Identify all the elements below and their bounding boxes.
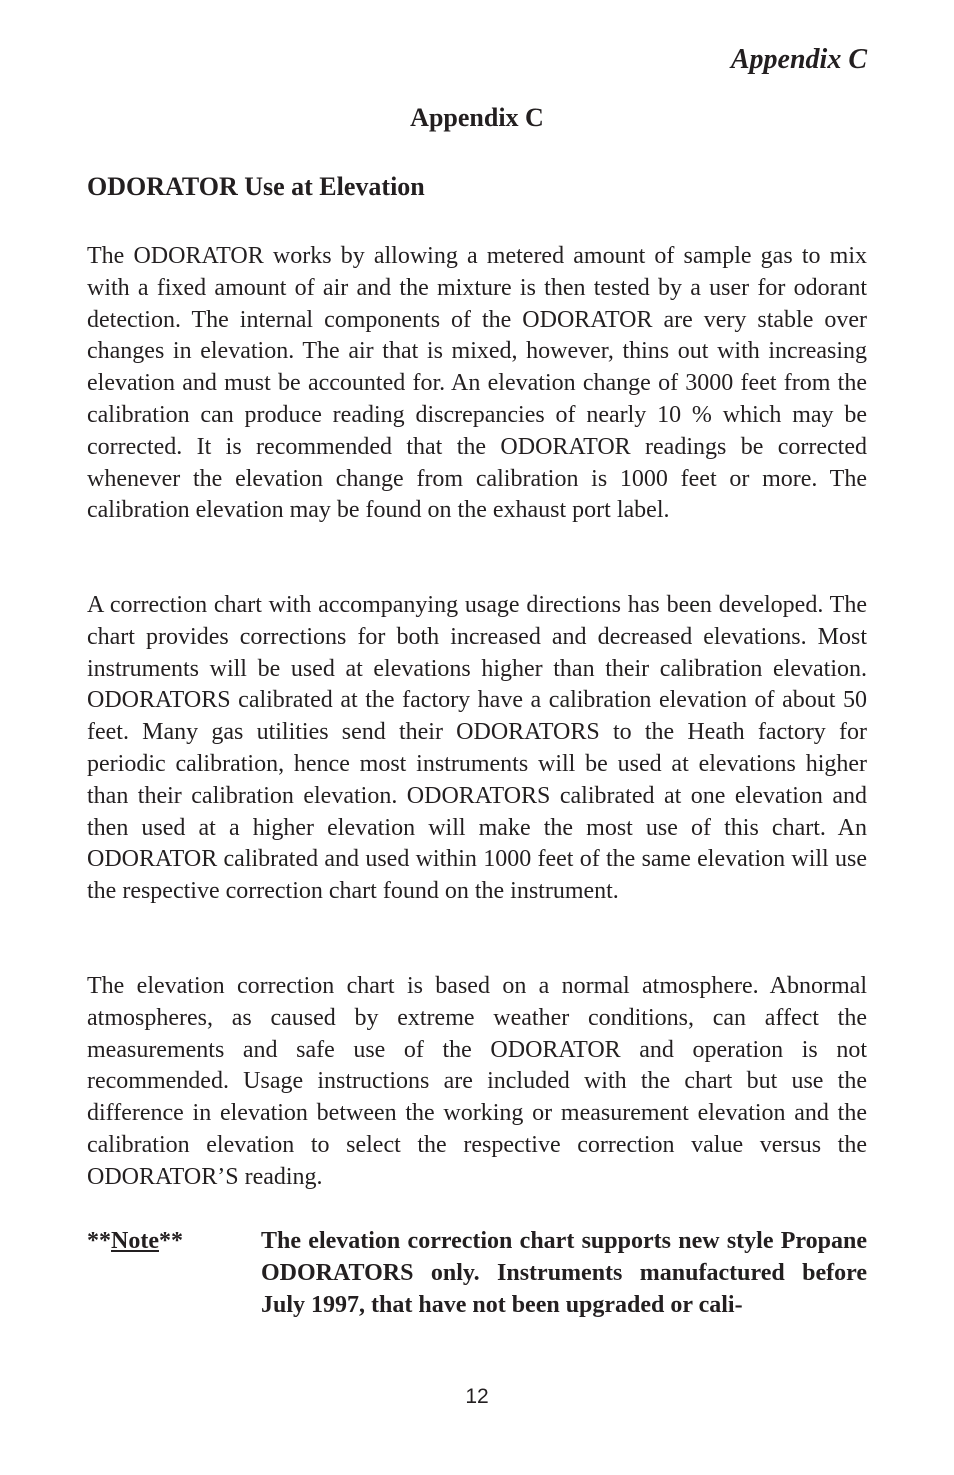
running-header: Appendix C bbox=[730, 44, 867, 75]
paragraph-1: The ODORATOR works by allowing a metered amount of sample gas to mix with a fixed amount of air and the mixture is then tested by a user for odorant detection. The internal components of the ODORATOR are very stable over changes in elevation. The air that is mixed, however, thins out with increasing elevation and must be accounted for. An elevation change of 3000 feet from the calibration can produce reading discrepancies of nearly 10 % which may be corrected. It is recommended that the ODORATOR readings be corrected whenever the elevation change from calibration is 1000 feet or more. The calibration elevation may be found on the exhaust port label. bbox=[87, 243, 867, 524]
page-title: Appendix C bbox=[410, 103, 544, 132]
note-suffix: ** bbox=[158, 1228, 183, 1254]
paragraph-2: A correction chart with accompanying usage directions has been developed. The chart provides corrections for both increased and decreased elevations. Most instruments will be used at elevations higher than their calibration elevation. ODORATORS calibrated at the factory have a calibration elevation of about 50 feet. Many gas utilities send their ODORATORS to the Heath factory for periodic calibration, hence most instruments will be used at elevations higher than their calibration elevation. ODORATORS calibrated at one elevation and then used at a higher elevation will make the most use of this chart. An ODORATOR calibrated and used within 1000 feet of the same elevation will use the respective correction chart found on the instrument. bbox=[87, 592, 867, 905]
paragraph-3: The elevation correction chart is based on a normal atmosphere. Abnormal atmospheres, as caused by extreme weather conditions, can affect the measurements and safe use of the ODORATOR and operation is not recommended. Usage instructions are included with the chart but use the difference in elevation between the working or measurement elevation and the calibration elevation to select the respective correction value versus the ODORATOR’S reading. bbox=[87, 973, 867, 1190]
note-label-text: Note bbox=[111, 1228, 159, 1254]
note-label bbox=[87, 1226, 183, 1258]
note-text: The elevation correction chart supports new style Propane ODORATORS only. Instruments manufactured before July 1997, that have not been upgraded or cali- bbox=[261, 1228, 867, 1318]
page-number: 12 bbox=[465, 1385, 489, 1408]
section-heading: ODORATOR Use at Elevation bbox=[87, 172, 425, 201]
note-prefix: ** bbox=[87, 1228, 111, 1254]
